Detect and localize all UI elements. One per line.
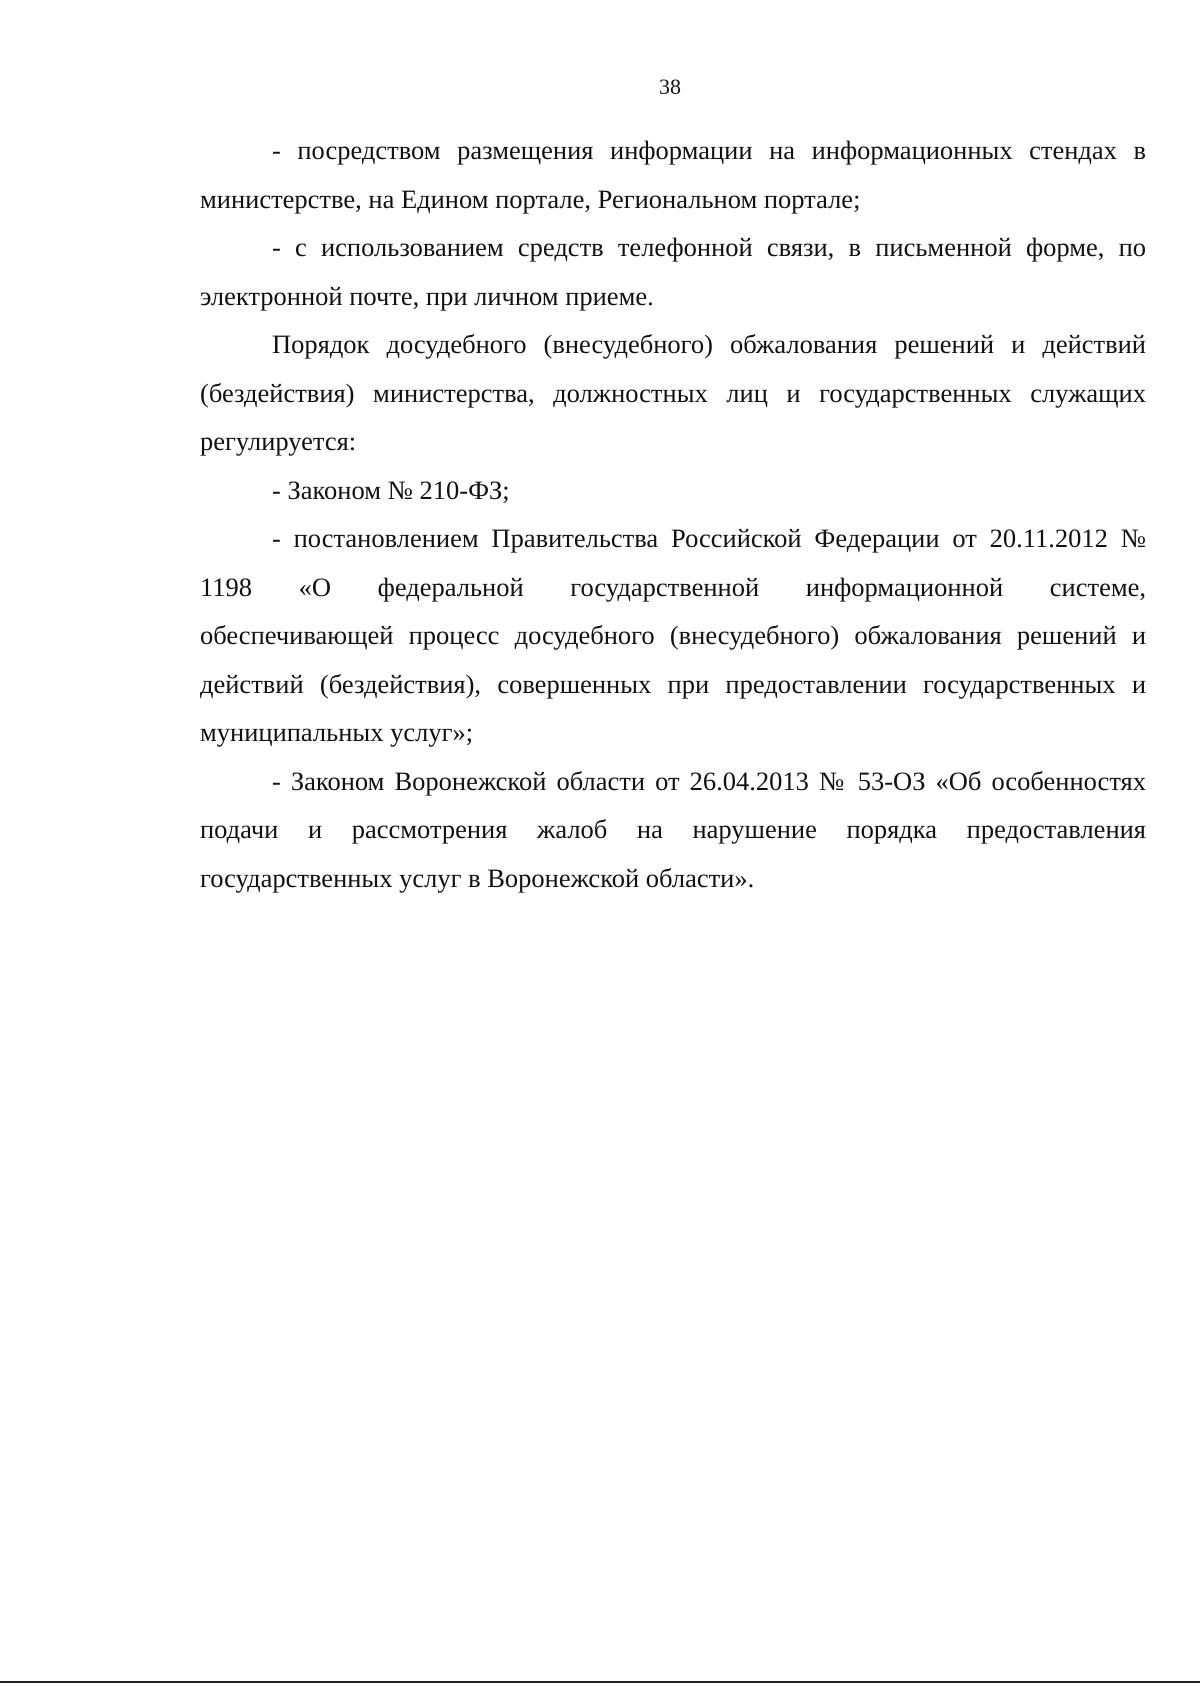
paragraph-government-decree: - постановлением Правительства Российской Федерации от 20.11.2012 № 1198 «О федеральной государственной информационной системе, обеспечивающей процесс досудебного (внесудебного) обжалования решений и действий (бездействия), совершенных при предоставлении государственных и муниципальных услуг»; <box>200 523 1146 747</box>
paragraph-voronezh-law: - Законом Воронежской области от 26.04.2013 № 53-ОЗ «Об особенностях подачи и рассмотрения жалоб на нарушение порядка предоставления государственных услуг в Воронежской области». <box>200 765 1146 893</box>
paragraph-info-stands: - посредством размещения информации на информационных стендах в министерстве, на Едином портале, Региональном портале; <box>200 135 1146 214</box>
paragraph-appeal-procedure: Порядок досудебного (внесудебного) обжалования решений и действий (бездействия) министерства, должностных лиц и государственных служащих регулируется: <box>200 329 1146 456</box>
paragraph-law-210: - Законом № 210-ФЗ; <box>272 474 510 505</box>
paragraph-phone-contact: - с использованием средств телефонной связи, в письменной форме, по электронной почте, при личном приеме. <box>200 232 1146 311</box>
page-number: 38 <box>659 74 681 99</box>
bottom-rule <box>0 1681 1200 1683</box>
document-body <box>200 126 1146 902</box>
